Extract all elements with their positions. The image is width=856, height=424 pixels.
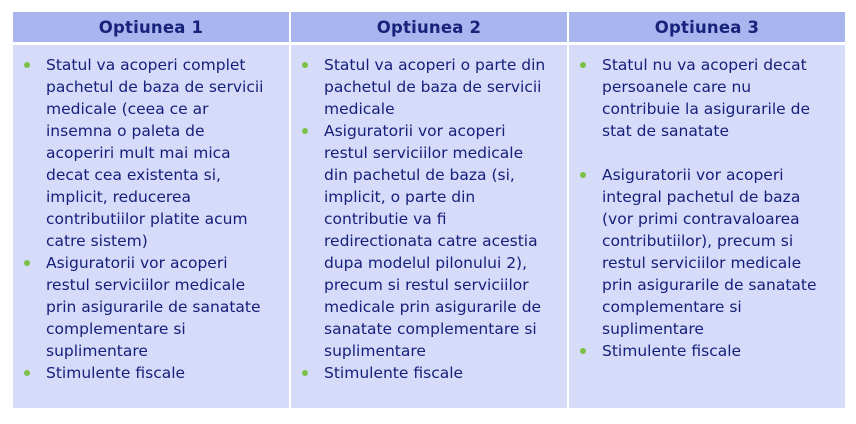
list-item: Asiguratorii vor acoperi integral pachetul de baza (vor primi contravaloarea contributiilor), precum si restul serviciilor medicale prin asigurarile de sanatate complementare si suplimentare [579,164,835,340]
column-header-optiunea-3: Optiunea 3 [569,12,845,42]
list-item: Statul va acoperi complet pachetul de baza de servicii medicale (ceea ce ar insemna o paleta de acoperiri mult mai mica decat cea existenta si, implicit, reducerea contributiilor platite acum catre sistem) [23,54,279,252]
bullet-dot-icon [580,62,586,68]
list-item: Stimulente fiscale [23,362,279,384]
bullet-dot-icon [302,128,308,134]
list-item: Statul nu va acoperi decat persoanele care nu contribuie la asigurarile de stat de sanatate [579,54,835,142]
bullet-dot-icon [580,348,586,354]
list-item: Stimulente fiscale [579,340,835,362]
bullet-dot-icon [580,172,586,178]
column-header-optiunea-1: Optiunea 1 [13,12,289,42]
options-table [13,12,844,408]
bullet-list [579,54,835,362]
list-item: Asiguratorii vor acoperi restul serviciilor medicale prin asigurarile de sanatate complementare si suplimentare [23,252,279,362]
bullet-list [23,54,279,384]
bullet-dot-icon [24,370,30,376]
bullet-dot-icon [24,260,30,266]
bullet-dot-icon [302,370,308,376]
column-cell-optiunea-2 [291,45,567,408]
column-cell-optiunea-3 [569,45,845,408]
bullet-dot-icon [24,62,30,68]
list-item: Stimulente fiscale [301,362,557,384]
bullet-list [301,54,557,384]
bullet-dot-icon [302,62,308,68]
column-cell-optiunea-1 [13,45,289,408]
list-item: Asiguratorii vor acoperi restul serviciilor medicale din pachetul de baza (si, implicit, o parte din contributie va fi redirectionata catre acestia dupa modelul pilonului 2), precum si restul serviciilor medicale prin asigurarile de sanatate complementare si suplimentare [301,120,557,362]
column-header-optiunea-2: Optiunea 2 [291,12,567,42]
list-item: Statul va acoperi o parte din pachetul de baza de servicii medicale [301,54,557,120]
